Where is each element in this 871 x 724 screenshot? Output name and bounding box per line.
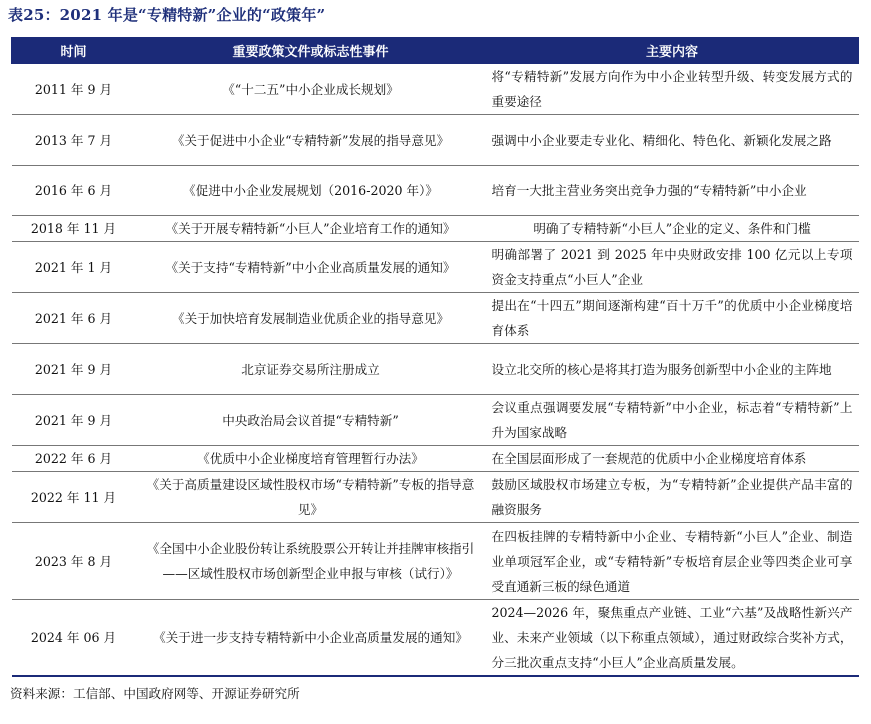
row-event: 《关于促进中小企业“专精特新”发展的指导意见》 — [136, 115, 486, 166]
row-event: 中央政治局会议首提“专精特新” — [136, 395, 486, 446]
table-row — [12, 472, 859, 523]
row-event: 北京证券交易所注册成立 — [136, 344, 486, 395]
row-content: 明确了专精特新“小巨人”企业的定义、条件和门槛 — [486, 216, 859, 242]
row-time: 2021 年 9 月 — [12, 344, 136, 395]
row-time: 2024 年 06 月 — [12, 600, 136, 677]
row-event: 《关于进一步支持专精特新中小企业高质量发展的通知》 — [136, 600, 486, 677]
table-row — [12, 166, 859, 216]
table-row — [12, 600, 859, 677]
table-header-row — [12, 38, 859, 64]
row-event: 《关于支持“专精特新”中小企业高质量发展的通知》 — [136, 242, 486, 293]
table-row — [12, 216, 859, 242]
row-time: 2018 年 11 月 — [12, 216, 136, 242]
row-event: 《关于高质量建设区域性股权市场“专精特新”专板的指导意见》 — [136, 472, 486, 523]
table-row — [12, 344, 859, 395]
row-time: 2016 年 6 月 — [12, 166, 136, 216]
row-content: 在全国层面形成了一套规范的优质中小企业梯度培育体系 — [486, 446, 859, 472]
table-row — [12, 395, 859, 446]
row-time: 2022 年 11 月 — [12, 472, 136, 523]
row-content: 会议重点强调要发展“专精特新”中小企业，标志着“专精特新”上升为国家战略 — [486, 395, 859, 446]
table-title: 表25：2021 年是“专精特新”企业的“政策年” — [8, 6, 326, 24]
row-time: 2021 年 1 月 — [12, 242, 136, 293]
header-content: 主要内容 — [486, 38, 859, 64]
policy-table — [11, 37, 859, 677]
table-row — [12, 293, 859, 344]
row-time: 2021 年 6 月 — [12, 293, 136, 344]
row-time: 2011 年 9 月 — [12, 64, 136, 115]
row-time: 2022 年 6 月 — [12, 446, 136, 472]
row-content: 设立北交所的核心是将其打造为服务创新型中小企业的主阵地 — [486, 344, 859, 395]
row-time: 2021 年 9 月 — [12, 395, 136, 446]
row-event: 《促进中小企业发展规划（2016-2020 年）》 — [136, 166, 486, 216]
table-row — [12, 446, 859, 472]
row-content: 将“专精特新”发展方向作为中小企业转型升级、转变发展方式的重要途径 — [486, 64, 859, 115]
row-content: 鼓励区域股权市场建立专板，为“专精特新”企业提供产品丰富的融资服务 — [486, 472, 859, 523]
row-event: 《优质中小企业梯度培育管理暂行办法》 — [136, 446, 486, 472]
row-content: 明确部署了 2021 到 2025 年中央财政安排 100 亿元以上专项资金支持重点“小巨人”企业 — [486, 242, 859, 293]
header-time: 时间 — [12, 38, 136, 64]
row-content: 在四板挂牌的专精特新中小企业、专精特新“小巨人”企业、制造业单项冠军企业，或“专精特新”专板培育层企业等四类企业可享受直通新三板的绿色通道 — [486, 523, 859, 600]
table-row — [12, 523, 859, 600]
source-note: 资料来源：工信部、中国政府网等、开源证券研究所 — [10, 686, 300, 701]
row-content: 培育一大批主营业务突出竞争力强的“专精特新”中小企业 — [486, 166, 859, 216]
table-row — [12, 115, 859, 166]
row-time: 2013 年 7 月 — [12, 115, 136, 166]
table-row — [12, 64, 859, 115]
row-time: 2023 年 8 月 — [12, 523, 136, 600]
row-content: 强调中小企业要走专业化、精细化、特色化、新颖化发展之路 — [486, 115, 859, 166]
row-content: 2024—2026 年，聚焦重点产业链、工业“六基”及战略性新兴产业、未来产业领域（以下称重点领域），通过财政综合奖补方式，分三批次重点支持“小巨人”企业高质量发展。 — [486, 600, 859, 677]
row-event: 《关于加快培育发展制造业优质企业的指导意见》 — [136, 293, 486, 344]
row-event: 《“十二五”中小企业成长规划》 — [136, 64, 486, 115]
table-row — [12, 242, 859, 293]
header-event: 重要政策文件或标志性事件 — [136, 38, 486, 64]
row-event: 《全国中小企业股份转让系统股票公开转让并挂牌审核指引——区域性股权市场创新型企业申报与审核（试行）》 — [136, 523, 486, 600]
row-event: 《关于开展专精特新“小巨人”企业培育工作的通知》 — [136, 216, 486, 242]
row-content: 提出在“十四五”期间逐渐构建“百十万千”的优质中小企业梯度培育体系 — [486, 293, 859, 344]
